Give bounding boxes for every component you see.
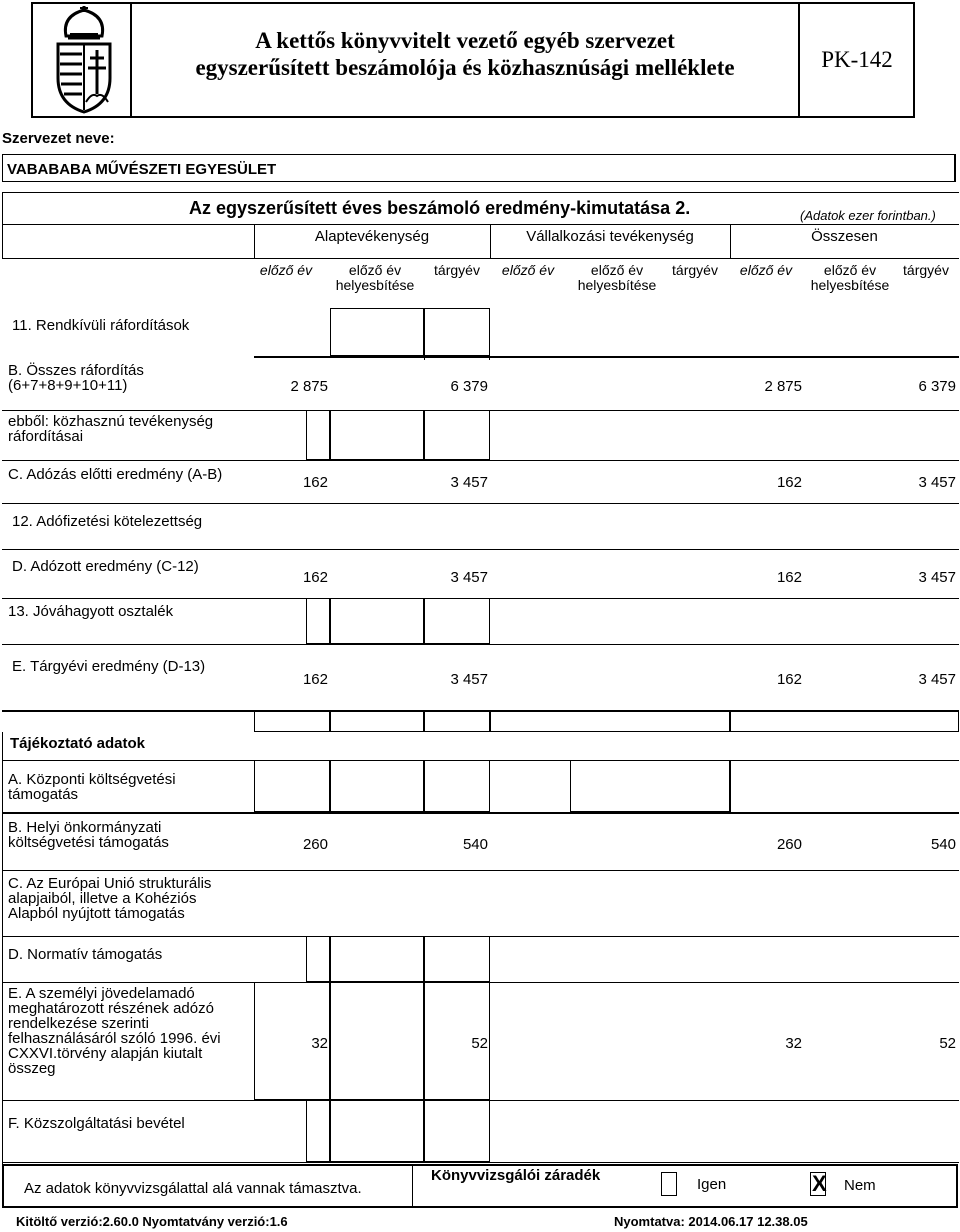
- col-vall-targy: tárgyév: [672, 262, 718, 278]
- row-e-alap-elozo: 162: [302, 671, 328, 688]
- info-b-alap-targy: 540: [462, 836, 488, 853]
- row-b-alap-elozo: 2 875: [290, 378, 328, 395]
- form-code: PK-142: [821, 47, 893, 72]
- footer-printed: Nyomtatva: 2014.06.17 12.38.05: [614, 1214, 808, 1229]
- footer-version: Kitöltő verzió:2.60.0 Nyomtatvány verzió:1.6: [16, 1214, 288, 1229]
- form-title-line1: A kettős könyvvitelt vezető egyéb szervezet: [255, 28, 675, 53]
- col-alap-targy: tárgyév: [434, 262, 480, 278]
- row-label-12: 12. Adófizetési kötelezettség: [12, 513, 203, 530]
- info-d-cell-2: [330, 936, 424, 982]
- audit-yes-checkbox[interactable]: [661, 1172, 677, 1196]
- row-line-d-top: [2, 549, 959, 550]
- info-e-cell-2: [330, 982, 424, 1100]
- row-label-11: 11. Rendkívüli ráfordítások: [12, 317, 190, 334]
- row-e-alap-targy: 3 457: [450, 671, 488, 688]
- info-b-ossz-targy: 540: [930, 836, 956, 853]
- table-title: Az egyszerűsített éves beszámoló eredmény-kimutatása 2.: [189, 198, 691, 218]
- table-top-line: [2, 192, 959, 193]
- row-label-e: E. Tárgyévi eredmény (D-13): [12, 658, 206, 675]
- row-d-alap-targy: 3 457: [450, 569, 488, 586]
- info-label-f: F. Közszolgáltatási bevétel: [8, 1115, 185, 1132]
- row-b-top-line: [254, 356, 959, 358]
- audit-divider: [412, 1164, 413, 1208]
- row-ebbol-cell-3: [424, 410, 490, 460]
- row-e-ossz-targy: 3 457: [918, 671, 956, 688]
- audit-no-checkbox[interactable]: [810, 1172, 826, 1196]
- form-title: [132, 27, 798, 81]
- info-f-cell-2: [330, 1100, 424, 1162]
- subheader-top-line: [2, 258, 959, 259]
- audit-statement: Az adatok könyvvizsgálattal alá vannak támasztva.: [24, 1180, 362, 1197]
- hungarian-coat-of-arms-icon: [52, 6, 116, 114]
- info-label-c: C. Az Európai Unió strukturális alapjaiból, illetve a Kohéziós Alapból nyújtott támogatás: [8, 875, 212, 922]
- row-c-ossz-elozo: 162: [776, 474, 802, 491]
- info-title: Tájékoztató adatok: [10, 735, 146, 752]
- info-a-div: [730, 760, 731, 812]
- info-spacer-cell-5: [730, 712, 959, 732]
- row-11-mid-cell: [424, 308, 490, 356]
- organization-label: Szervezet neve:: [2, 130, 115, 147]
- row-13-cell-2: [330, 598, 424, 644]
- row-label-ebbol: ebből: közhasznú tevékenység ráfordításai: [8, 413, 214, 445]
- info-f-cell-1: [306, 1100, 330, 1162]
- info-a-cell-3: [424, 760, 490, 812]
- info-f-cell-3: [424, 1100, 490, 1162]
- col-ossz-helyesbites: előző év helyesbítése: [810, 262, 890, 293]
- row-line-c-top: [2, 460, 959, 461]
- info-d-cell-1: [306, 936, 330, 982]
- info-a-cell-4: [570, 760, 730, 812]
- col-vall-elozo: előző év: [501, 262, 555, 278]
- info-b-ossz-elozo: 260: [776, 836, 802, 853]
- row-c-alap-targy: 3 457: [450, 474, 488, 491]
- info-b-alap-elozo: 260: [302, 836, 328, 853]
- row-d-ossz-targy: 3 457: [918, 569, 956, 586]
- info-spacer-cell-1: [254, 712, 330, 732]
- row-d-alap-elozo: 162: [302, 569, 328, 586]
- info-label-a: A. Központi költségvetési támogatás: [8, 771, 176, 803]
- row-label-c: C. Adózás előtti eredmény (A-B): [8, 466, 223, 483]
- row-c-ossz-targy: 3 457: [918, 474, 956, 491]
- col-ossz-elozo: előző év: [739, 262, 793, 278]
- group-header-osszesen: Összesen: [811, 228, 878, 245]
- info-a-cell-1: [254, 760, 330, 812]
- info-e-alap-elozo: 32: [311, 1035, 328, 1052]
- row-11-cells: [330, 308, 424, 356]
- col-ossz-targy: tárgyév: [903, 262, 949, 278]
- row-line-12-top: [2, 503, 959, 504]
- info-e-ossz-elozo: 32: [785, 1035, 802, 1052]
- group-header-vallalkozasi: Vállalkozási tevékenység: [526, 228, 694, 245]
- row-label-d: D. Adózott eredmény (C-12): [12, 558, 199, 575]
- row-b-alap-targy: 6 379: [450, 378, 488, 395]
- audit-clause-title: Könyvvizsgálói záradék: [431, 1167, 601, 1184]
- audit-yes-label: Igen: [697, 1176, 727, 1193]
- group-header-alap: Alaptevékenység: [314, 228, 430, 245]
- row-b-ossz-elozo: 2 875: [764, 378, 802, 395]
- row-13-cell-3: [424, 598, 490, 644]
- organization-name: VABABABA MŰVÉSZETI EGYESÜLET: [7, 161, 277, 178]
- audit-no-label: Nem: [844, 1177, 876, 1194]
- info-e-alap-targy: 52: [471, 1035, 488, 1052]
- info-e-ossz-targy: 52: [939, 1035, 956, 1052]
- info-d-cell-3: [424, 936, 490, 982]
- form-title-line2: egyszerűsített beszámolója és közhasznúsági melléklete: [195, 55, 735, 80]
- group-header-line: [2, 224, 959, 225]
- row-ebbol-cell-2: [330, 410, 424, 460]
- row-line-e-top: [2, 644, 959, 645]
- info-label-e: E. A személyi jövedelamadó meghatározott részének adózó rendelkezése szerinti felhasználásáról szóló 1996. évi CXXVI.törvény alapján kiutalt összeg: [8, 985, 221, 1077]
- row-c-alap-elozo: 162: [302, 474, 328, 491]
- col-alap-elozo: előző év: [259, 262, 313, 278]
- info-a-cell-2: [330, 760, 424, 812]
- row-label-13: 13. Jóváhagyott osztalék: [8, 603, 174, 620]
- row-e-ossz-elozo: 162: [776, 671, 802, 688]
- table-left-border: [2, 192, 3, 258]
- check-mark-icon: X: [812, 1171, 827, 1196]
- units-note: (Adatok ezer forintban.): [800, 208, 936, 223]
- row-d-ossz-elozo: 162: [776, 569, 802, 586]
- info-spacer-cell-3: [424, 712, 490, 732]
- row-b-ossz-targy: 6 379: [918, 378, 956, 395]
- info-spacer-cell-2: [330, 712, 424, 732]
- info-c-top: [2, 870, 959, 871]
- col-alap-helyesbites: előző év helyesbítése: [335, 262, 415, 293]
- row-13-cell-1: [306, 598, 330, 644]
- row-ebbol-cell-1: [306, 410, 330, 460]
- info-label-d: D. Normatív támogatás: [8, 946, 163, 963]
- info-b-top: [2, 812, 959, 814]
- info-bottom: [2, 1162, 959, 1163]
- row-label-b: B. Összes ráfordítás (6+7+8+9+10+11): [8, 362, 144, 394]
- info-spacer-cell-4: [490, 712, 730, 732]
- info-label-b: B. Helyi önkormányzati költségvetési támogatás: [8, 819, 169, 851]
- organization-field-end: [954, 154, 956, 182]
- col-vall-helyesbites: előző év helyesbítése: [577, 262, 657, 293]
